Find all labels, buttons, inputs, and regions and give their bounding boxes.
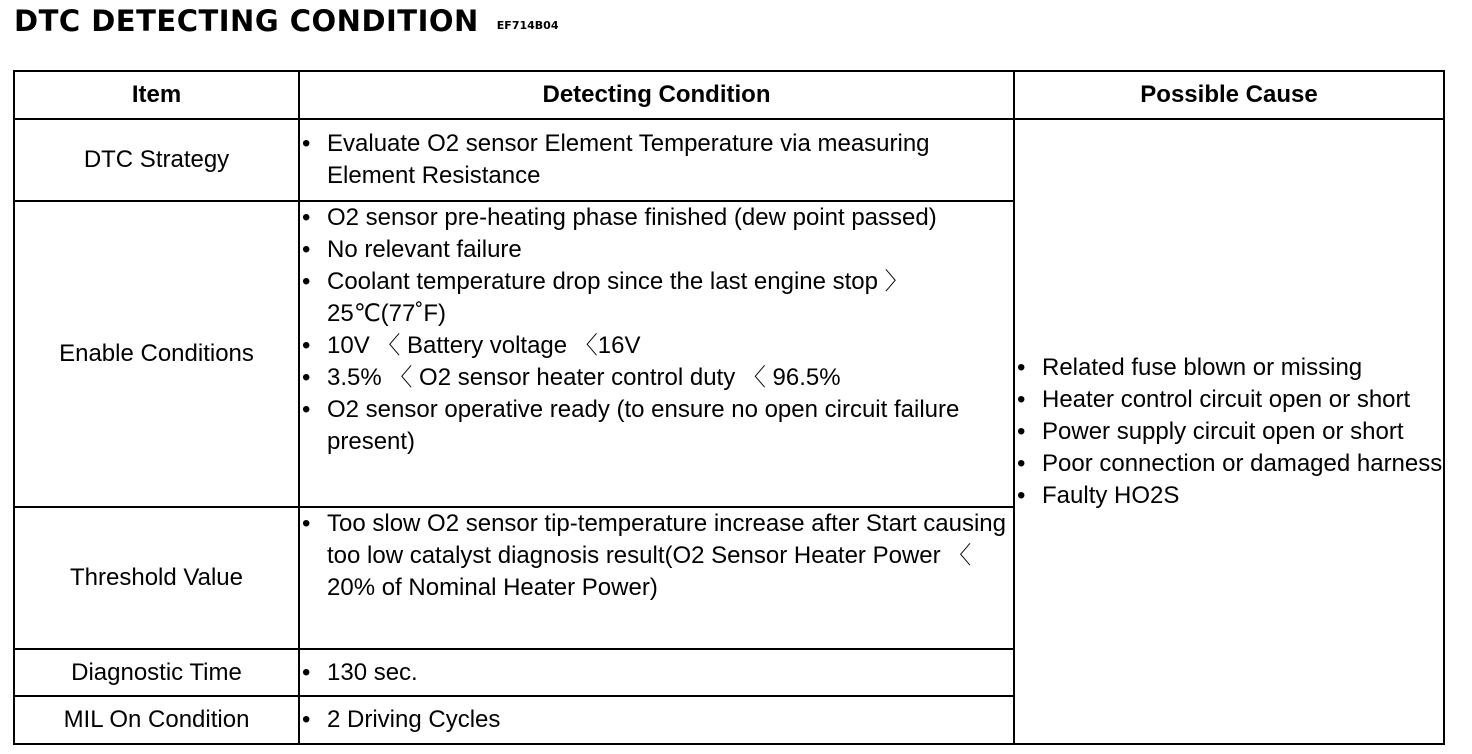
row-item-enable-conditions: Enable Conditions (14, 201, 299, 507)
dtc-condition-table (13, 70, 1445, 745)
condition-item: • Coolant temperature drop since the last engine stop 〉 25℃(77˚F) (300, 266, 1013, 330)
cause-item: • Faulty HO2S (1015, 480, 1443, 512)
page-title: DTC DETECTING CONDITION (14, 4, 479, 38)
row-conditions (299, 119, 1014, 201)
cause-item: • Power supply circuit open or short (1015, 416, 1443, 448)
page-heading (14, 4, 558, 38)
row-conditions (299, 201, 1014, 507)
condition-item: • No relevant failure (300, 234, 1013, 266)
cause-item: • Related fuse blown or missing (1015, 352, 1443, 384)
condition-item: • Evaluate O2 sensor Element Temperature via measuring Element Resistance (300, 128, 1013, 192)
condition-item: • 3.5% 〈 O2 sensor heater control duty 〈 96.5% (300, 362, 1013, 394)
condition-item: • 130 sec. (300, 657, 1013, 689)
condition-list (300, 508, 1013, 604)
table-header-row (14, 71, 1444, 119)
condition-list (300, 657, 1013, 689)
condition-item: • O2 sensor operative ready (to ensure no open circuit failure present) (300, 394, 1013, 458)
possible-cause-list (1015, 352, 1443, 512)
condition-item: • O2 sensor pre-heating phase finished (dew point passed) (300, 202, 1013, 234)
table-row (14, 119, 1444, 201)
condition-item: • 10V 〈 Battery voltage 〈16V (300, 330, 1013, 362)
cause-item: • Heater control circuit open or short (1015, 384, 1443, 416)
header-item: Item (14, 71, 299, 119)
document-code: EF714B04 (496, 19, 559, 32)
cause-item: • Poor connection or damaged harness (1015, 448, 1443, 480)
condition-list (300, 128, 1013, 192)
row-item-mil-on-condition: MIL On Condition (14, 696, 299, 744)
header-detecting-condition: Detecting Condition (299, 71, 1014, 119)
possible-cause-cell (1014, 119, 1444, 744)
row-conditions (299, 696, 1014, 744)
row-conditions (299, 507, 1014, 649)
row-item-dtc-strategy: DTC Strategy (14, 119, 299, 201)
condition-item: • Too slow O2 sensor tip-temperature increase after Start causing too low catalyst diagnosis result(O2 Sensor Heater Power 〈 20% of Nominal Heater Power) (300, 508, 1013, 604)
row-item-threshold-value: Threshold Value (14, 507, 299, 649)
condition-list (300, 704, 1013, 736)
condition-item: • 2 Driving Cycles (300, 704, 1013, 736)
row-item-diagnostic-time: Diagnostic Time (14, 649, 299, 696)
row-conditions (299, 649, 1014, 696)
condition-list (300, 202, 1013, 458)
header-possible-cause: Possible Cause (1014, 71, 1444, 119)
